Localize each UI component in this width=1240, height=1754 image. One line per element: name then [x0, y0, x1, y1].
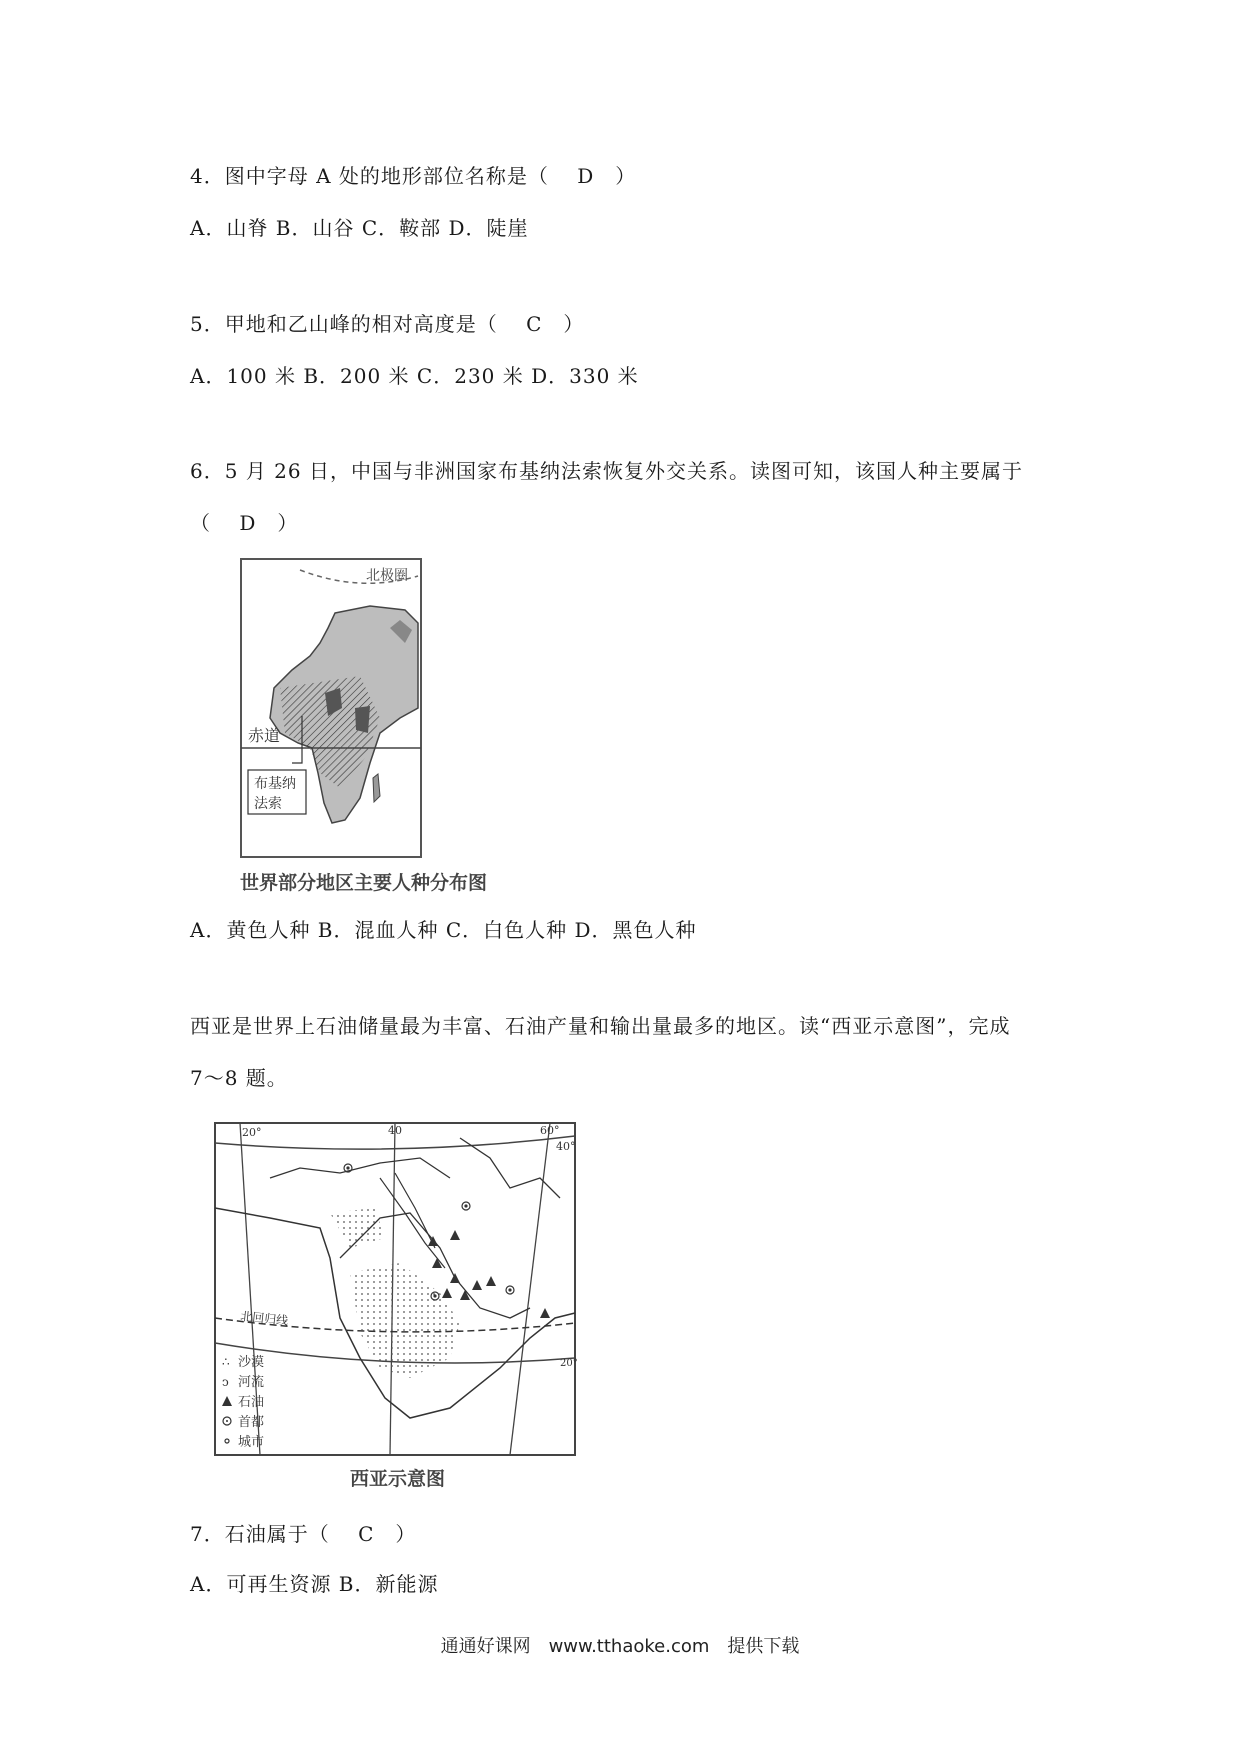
lat-20-label: 20° [560, 1358, 578, 1369]
label-arctic-circle: 北极圈 [366, 568, 408, 584]
tropic-label: 北回归线 [239, 1309, 289, 1329]
legend-city: 城市 [238, 1435, 265, 1450]
q4-options: A．山脊 B．山谷 C．鞍部 D．陡崖 [190, 216, 529, 240]
q6-stem-line2: （ D ） [190, 511, 299, 535]
west-asia-map-caption: 西亚示意图 [350, 1468, 446, 1490]
legend-oil: 石油 [238, 1395, 265, 1410]
label-country-1: 布基纳 [254, 776, 296, 792]
race-distribution-map [240, 558, 422, 858]
intro-line1: 西亚是世界上石油储量最为丰富、石油产量和输出量最多的地区。读“西亚示意图”，完成 [190, 1014, 1011, 1038]
q7-options: A．可再生资源 B．新能源 [190, 1572, 439, 1596]
west-asia-map-figure [210, 1118, 580, 1460]
legend-capital: 首都 [238, 1415, 265, 1430]
lon-20-label: 20° [242, 1126, 262, 1139]
legend-desert: 沙漠 [238, 1355, 265, 1370]
svg-text:∴: ∴ [222, 1355, 230, 1369]
lon-40-label: 40 [388, 1124, 402, 1137]
label-country-2: 法索 [254, 796, 282, 812]
q4-stem: 4．图中字母 A 处的地形部位名称是（ D ） [190, 164, 637, 188]
lat-40-label: 40° [556, 1140, 576, 1153]
intro-line2: 7～8 题。 [190, 1066, 288, 1090]
q6-options: A．黄色人种 B．混血人种 C．白色人种 D．黑色人种 [190, 918, 697, 942]
svg-text:ↄ: ↄ [222, 1375, 229, 1389]
q6-stem-line1: 6．5 月 26 日，中国与非洲国家布基纳法索恢复外交关系。读图可知，该国人种主要属于 [190, 459, 1023, 483]
lon-60-label: 60° [540, 1124, 560, 1137]
west-asia-map [210, 1118, 580, 1460]
race-map-figure [240, 558, 422, 858]
q5-stem: 5．甲地和乙山峰的相对高度是（ C ） [190, 312, 585, 336]
race-map-caption: 世界部分地区主要人种分布图 [240, 872, 488, 894]
q5-options: A．100 米 B．200 米 C．230 米 D．330 米 [190, 364, 639, 388]
label-equator: 赤道 [248, 726, 281, 745]
q7-stem: 7．石油属于（ C ） [190, 1522, 417, 1546]
legend-river: 河流 [238, 1375, 265, 1390]
page-footer: 通通好课网 www.tthaoke.com 提供下载 [440, 1636, 800, 1657]
